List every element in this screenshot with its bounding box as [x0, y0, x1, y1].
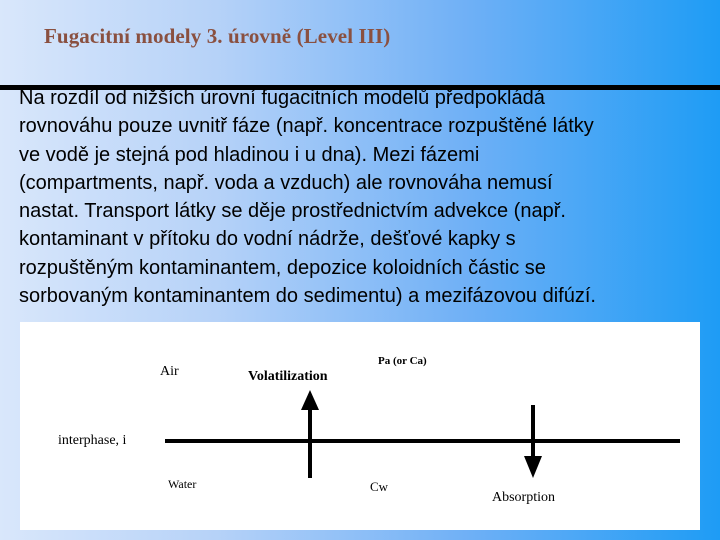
body-line: rovnováhu pouze uvnitř fáze (např. koncentrace rozpuštěné látky	[19, 115, 594, 138]
fugacity-diagram	[20, 322, 700, 530]
water-label: Water	[168, 477, 197, 491]
body-line: (compartments, např. voda a vzduch) ale rovnováha nemusí	[19, 171, 553, 194]
body-line: ve vodě je stejná pod hladinou i u dna). Mezi fázemi	[19, 143, 480, 166]
body-line: kontaminant v přítoku do vodní nádrže, dešťové kapky s	[19, 228, 516, 251]
pa-label: Pa (or Ca)	[378, 355, 427, 367]
body-line: nastat. Transport látky se děje prostřednictvím advekce (např.	[19, 200, 566, 223]
absorption-label: Absorption	[492, 490, 555, 505]
cw-label: Cw	[370, 479, 389, 494]
volatilization-label: Volatilization	[248, 369, 328, 384]
body-line: Na rozdíl od nižších úrovní fugacitních modelů předpokládá	[19, 87, 545, 109]
diagram-graphics	[20, 322, 700, 530]
absorption-arrow-head	[524, 456, 542, 478]
body-line: sorbovaným kontaminantem do sedimentu) a mezifázovou difúzí.	[19, 285, 596, 308]
slide-title: Fugacitní modely 3. úrovně (Level III)	[44, 24, 391, 48]
body-text	[19, 84, 719, 310]
body-line: rozpuštěným kontaminantem, depozice koloidních částic se	[19, 256, 546, 279]
volatilization-arrow-head	[301, 390, 319, 410]
interphase-label: interphase, i	[58, 433, 127, 448]
air-label: Air	[160, 364, 179, 379]
